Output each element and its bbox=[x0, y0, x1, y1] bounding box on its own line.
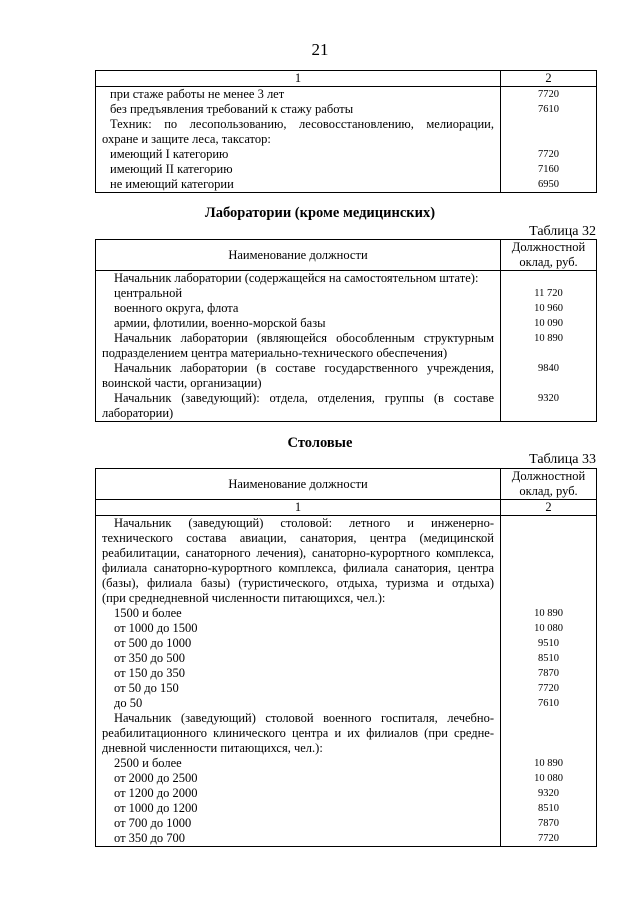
salary-value: 10 080 bbox=[534, 773, 563, 784]
table-row-label: лаборатории) bbox=[102, 406, 174, 420]
header-salary-line1: Должностной bbox=[511, 469, 586, 483]
column-number-1: 1 bbox=[96, 71, 501, 87]
paragraph-line: реабилитационного клинического центра и их филиалов (при средне- bbox=[102, 726, 494, 740]
salary-value: 7870 bbox=[538, 818, 559, 829]
salary-value: 7720 bbox=[538, 833, 559, 844]
paragraph-line: (при среднедневной численности питающихся, чел.): bbox=[102, 591, 386, 605]
table-row-label: Начальник лаборатории (содержащейся на самостоятельном штате): bbox=[114, 271, 479, 285]
table-row-label: 1500 и более bbox=[114, 606, 182, 620]
table-row-label: до 50 bbox=[114, 696, 143, 710]
header-salary-line2: оклад, руб. bbox=[519, 255, 578, 269]
table-body-row bbox=[96, 271, 597, 422]
salary-value: 9320 bbox=[538, 788, 559, 799]
table-row-label: центральной bbox=[114, 286, 183, 300]
table-label-32: Таблица 32 bbox=[529, 224, 596, 239]
salary-value: 6950 bbox=[538, 179, 559, 190]
table-row-label: имеющий I категорию bbox=[110, 147, 229, 161]
table-row-label: от 350 до 500 bbox=[114, 651, 186, 665]
column-number-2: 2 bbox=[501, 500, 597, 516]
salary-value: 11 720 bbox=[534, 288, 563, 299]
salary-values-cell bbox=[501, 516, 597, 847]
table-row-label: Начальник лаборатории (являющейся обособленным структурным bbox=[114, 331, 494, 345]
table-row-label: не имеющий категории bbox=[110, 177, 234, 191]
column-number-1: 1 bbox=[96, 500, 501, 516]
salary-value: 9320 bbox=[538, 393, 559, 404]
salary-value: 7720 bbox=[538, 683, 559, 694]
header-salary-line2: оклад, руб. bbox=[519, 484, 578, 498]
table-row-label: 2500 и более bbox=[114, 756, 182, 770]
table-row-label: военного округа, флота bbox=[114, 301, 239, 315]
table-33 bbox=[95, 468, 597, 847]
table-row-label: от 1200 до 2000 bbox=[114, 786, 198, 800]
page-number: 21 bbox=[311, 40, 329, 59]
section-title-canteens: Столовые bbox=[287, 435, 353, 451]
table-row-label: от 150 до 350 bbox=[114, 666, 186, 680]
paragraph-line: реабилитации, санаторного лечения), санаторно-курортного комплекса, bbox=[102, 546, 494, 560]
paragraph-line: Начальник (заведующий) столовой: летного и инженерно- bbox=[114, 516, 494, 530]
table-body-row bbox=[96, 516, 597, 847]
salary-value: 7160 bbox=[538, 164, 559, 175]
salary-value: 9840 bbox=[538, 363, 559, 374]
position-names-cell bbox=[96, 87, 501, 193]
salary-value: 10 090 bbox=[534, 318, 563, 329]
salary-value: 7610 bbox=[538, 698, 559, 709]
table-row-label: подразделением центра материально-технического обеспечения) bbox=[102, 346, 448, 360]
header-salary-line1: Должностной bbox=[511, 240, 586, 254]
position-names-cell bbox=[96, 516, 501, 847]
table-row-label: охране и защите леса, таксатор: bbox=[102, 132, 271, 146]
table-continued bbox=[95, 70, 597, 193]
salary-value: 8510 bbox=[538, 653, 559, 664]
table-body-row bbox=[96, 87, 597, 193]
section-title-labs: Лаборатории (кроме медицинских) bbox=[204, 205, 436, 221]
salary-value: 10 890 bbox=[534, 608, 563, 619]
table-row-label: имеющий II категорию bbox=[110, 162, 233, 176]
table-row-label: от 350 до 700 bbox=[114, 831, 186, 845]
table-number-row bbox=[96, 500, 597, 516]
table-row-label: от 1000 до 1500 bbox=[114, 621, 198, 635]
salary-value: 9510 bbox=[538, 638, 559, 649]
table-label-33: Таблица 33 bbox=[529, 452, 596, 467]
table-header-row bbox=[96, 240, 597, 271]
table-row-label: армии, флотилии, военно-морской базы bbox=[114, 316, 326, 330]
table-32 bbox=[95, 239, 597, 422]
salary-value: 10 080 bbox=[534, 623, 563, 634]
table-row-label: воинской части, организации) bbox=[102, 376, 262, 390]
table-row-label: Техник: по лесопользованию, лесовосстановлению, мелиорации, bbox=[110, 117, 494, 131]
salary-value: 7720 bbox=[538, 149, 559, 160]
salary-value: 7720 bbox=[538, 89, 559, 100]
header-position-name: Наименование должности bbox=[96, 240, 501, 271]
paragraph-line: Начальник (заведующий) столовой военного госпиталя, лечебно- bbox=[114, 711, 494, 725]
paragraph-line: филиала санаторно-курортного комплекса, филиала санатория, центра bbox=[102, 561, 494, 575]
position-names-cell bbox=[96, 271, 501, 422]
paragraph-line: (базы), филиала базы) (туристического, отдыха, туризма и отдыха) bbox=[102, 576, 494, 590]
table-header-row bbox=[96, 71, 597, 87]
salary-value: 8510 bbox=[538, 803, 559, 814]
table-row-label: при стаже работы не менее 3 лет bbox=[110, 87, 285, 101]
salary-value: 7870 bbox=[538, 668, 559, 679]
table-row-label: без предъявления требований к стажу работы bbox=[110, 102, 354, 116]
paragraph-line: технического состава авиации, санатория, центра (медицинской bbox=[102, 531, 494, 545]
table-row-label: от 1000 до 1200 bbox=[114, 801, 198, 815]
salary-value: 10 890 bbox=[534, 758, 563, 769]
header-position-name: Наименование должности bbox=[96, 469, 501, 500]
table-header-row bbox=[96, 469, 597, 500]
header-salary bbox=[501, 240, 597, 271]
table-row-label: от 2000 до 2500 bbox=[114, 771, 198, 785]
table-row-label: от 500 до 1000 bbox=[114, 636, 192, 650]
table-row-label: от 50 до 150 bbox=[114, 681, 179, 695]
salary-values-cell bbox=[501, 271, 597, 422]
table-row-label: Начальник (заведующий): отдела, отделения, группы (в составе bbox=[114, 391, 494, 405]
table-row-label: Начальник лаборатории (в составе государственного учреждения, bbox=[114, 361, 494, 375]
salary-value: 10 960 bbox=[534, 303, 563, 314]
table-row-label: от 700 до 1000 bbox=[114, 816, 192, 830]
header-salary bbox=[501, 469, 597, 500]
salary-value: 10 890 bbox=[534, 333, 563, 344]
paragraph-line: дневной численности питающихся, чел.): bbox=[102, 741, 323, 755]
column-number-2: 2 bbox=[501, 71, 597, 87]
salary-values-cell bbox=[501, 87, 597, 193]
salary-value: 7610 bbox=[538, 104, 559, 115]
